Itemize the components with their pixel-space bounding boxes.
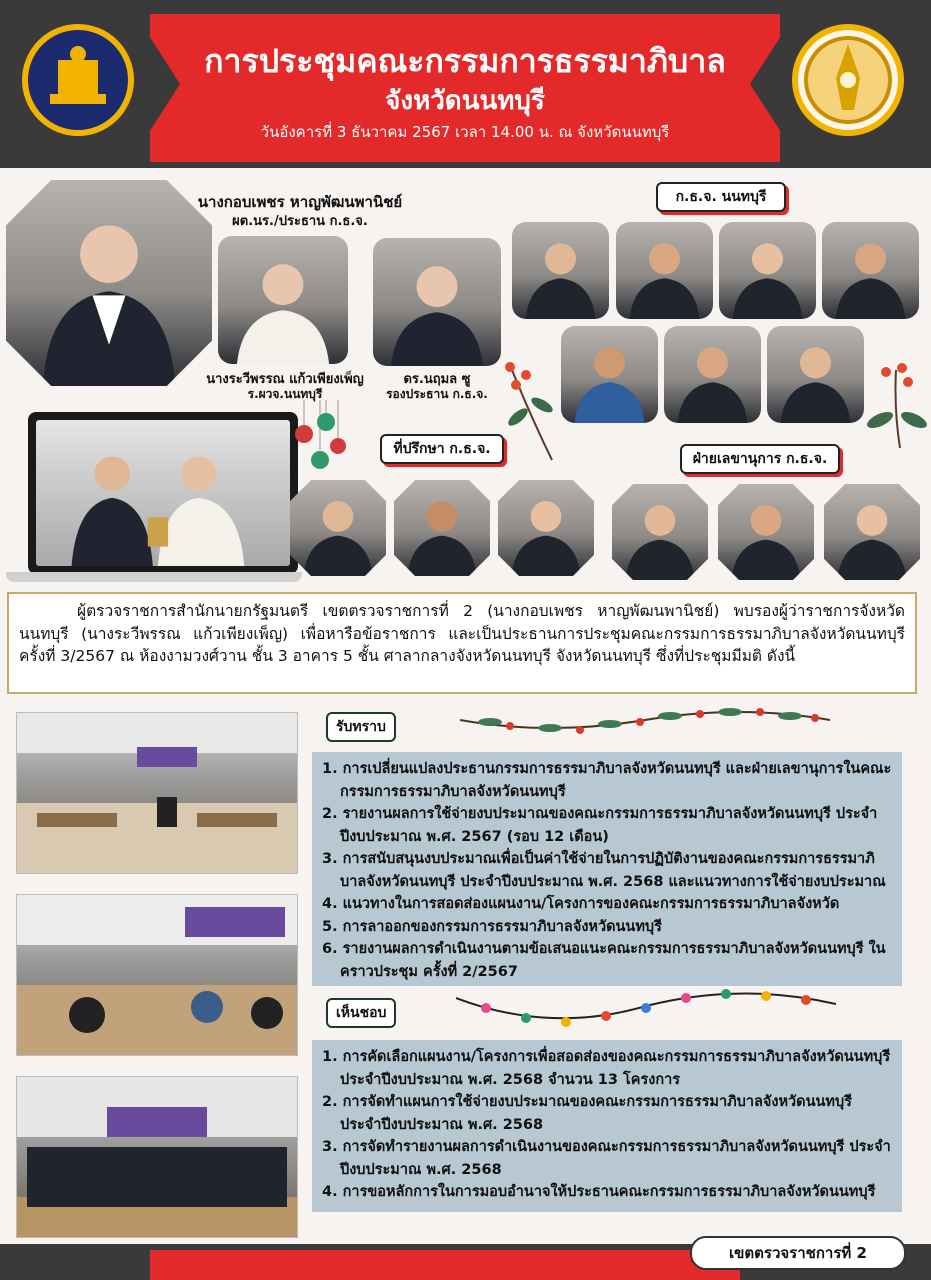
committee-member-photo [512,222,609,319]
vice-chair-role: รองประธาน ก.ธ.จ. [386,387,488,401]
acknowledge-item: 4. แนวทางในการสอดส่องแผนงาน/โครงการของคณะกรรมการธรรมาภิบาลจังหวัด [322,896,840,912]
governor-role: ร.ผวจ.นนทบุรี [247,387,323,401]
committee-group-label: ก.ธ.จ. นนทบุรี [656,182,786,212]
meeting-date: วันอังคารที่ 3 ธันวาคม 2567 เวลา 14.00 น. ณ จังหวัดนนทบุรี [260,123,670,141]
secretary-group-label: ฝ่ายเลขานุการ ก.ธ.จ. [680,444,840,474]
approve-label: เห็นชอบ [326,998,396,1028]
secretary-photo [718,484,814,580]
chair-role: ผต.นร./ประธาน ก.ธ.จ. [232,214,368,229]
acknowledge-item: 5. การลาออกของกรรมการธรรมาภิบาลจังหวัดนนทบุรี [322,918,662,935]
approve-item: 3. การจัดทำรายงานผลการดำเนินงานของคณะกรรมการธรรมาภิบาลจังหวัดนนทบุรี ประจำปีงบประมาณ พ.ศ. 2568 [322,1139,891,1178]
acknowledge-item: 3. การสนับสนุนงบประมาณเพื่อเป็นค่าใช้จ่ายในการปฏิบัติงานของคณะกรรมการธรรมาภิบาลจังหวัดนนทบุรี ประจำปีงบประมาณ พ.ศ. 2568 และแนวทางการใช้จ่ายงบประมาณ [322,851,886,890]
laptop-base [6,572,302,582]
committee-member-photo [616,222,713,319]
vice-chair-photo [373,238,501,366]
group-photo [16,1076,298,1238]
committee-member-photo [767,326,864,423]
string-lights-icon [456,984,836,1038]
acknowledge-item: 6. รายงานผลการดำเนินงานตามข้อเสนอแนะคณะกรรมการธรรมาภิบาลจังหวัดนนทบุรี ในคราวประชุม ครั้งที่ 2/2567 [322,941,886,980]
acknowledge-box [312,752,902,986]
approve-item: 2. การจัดทำแผนการใช้จ่ายงบประมาณของคณะกรรมการธรรมาภิบาลจังหวัดนนทบุรี ประจำปีงบประมาณ พ.ศ. 2568 [322,1094,852,1133]
acknowledge-label: รับทราบ [326,712,396,742]
ministry-seal-icon [792,24,904,136]
advisors-group-label: ที่ปรึกษา ก.ธ.จ. [380,434,504,464]
meeting-room-photo [16,712,298,874]
intro-paragraph: ผู้ตรวจราชการสำนักนายกรัฐมนตรี เขตตรวจราชการที่ 2 (นางกอบเพชร หาญพัฒนพานิชย์) พบรองผู้ว่าราชการจังหวัดนนทบุรี (นางระวีพรรณ แก้วเพียงเพ็ญ) เพื่อหารือข้อราชการ และเป็นประธานการประชุมคณะกรรมการธรรมาภิบาลจังหวัดนนทบุรี ครั้งที่ 3/2567 ณ ห้องงามวงศ์วาน ชั้น 3 อาคาร 5 ชั้น ศาลากลางจังหวัดนนทบุรี จังหวัดนนทบุรี ซึ่งที่ประชุมมีมติ ดังนี้ [19,602,905,665]
chair-name: นางกอบเพชร หาญพัฒนพานิชย์ [197,193,403,211]
approve-item: 1. การคัดเลือกแผนงาน/โครงการเพื่อสอดส่องของคณะกรรมการธรรมาภิบาลจังหวัดนนทบุรี ประจำปีงบประมาณ พ.ศ. 2568 จำนวน 13 โครงการ [322,1049,891,1088]
berry-branch-icon [500,355,560,465]
garland-icon [460,700,830,742]
governor-photo [218,236,348,364]
committee-member-photo [561,326,658,423]
meeting-room-photo [16,894,298,1056]
handshake-photo [36,420,290,566]
secretary-photo [824,484,920,580]
berry-branch-icon [864,360,930,450]
approve-item: 4. การขอหลักการในการมอบอำนาจให้ประธานคณะกรรมการธรรมาภิบาลจังหวัดนนทบุรี [322,1184,876,1200]
acknowledge-item: 2. รายงานผลการใช้จ่ายงบประมาณของคณะกรรมการธรรมาภิบาลจังหวัดนนทบุรี ประจำปีงบประมาณ พ.ศ. 2567 (รอบ 12 เดือน) [322,806,878,845]
inspection-region-label: เขตตรวจราชการที่ 2 [690,1236,906,1270]
approve-box [312,1040,902,1212]
laptop-screen [28,412,298,574]
province-seal-icon [22,24,134,136]
page-title-province: จังหวัดนนทบุรี [385,86,545,116]
committee-member-photo [822,222,919,319]
advisor-photo [290,480,386,576]
advisor-photo [394,480,490,576]
governor-name: นางระวีพรรณ แก้วเพียงเพ็ญ [206,372,364,387]
vice-chair-name: ดร.นฤมล ซู [403,372,471,387]
committee-member-photo [719,222,816,319]
footer-red-stripe [150,1250,740,1280]
christmas-ornament-icon [290,400,352,474]
advisor-photo [498,480,594,576]
page-title: การประชุมคณะกรรมการธรรมาภิบาล [204,42,726,80]
acknowledge-item: 1. การเปลี่ยนแปลงประธานกรรมการธรรมาภิบาลจังหวัดนนทบุรี และฝ่ายเลขานุการในคณะกรรมการธรรมาภิบาลจังหวัดนนทบุรี [322,761,892,800]
committee-member-photo [664,326,761,423]
secretary-photo [612,484,708,580]
intro-paragraph-box [7,592,917,694]
